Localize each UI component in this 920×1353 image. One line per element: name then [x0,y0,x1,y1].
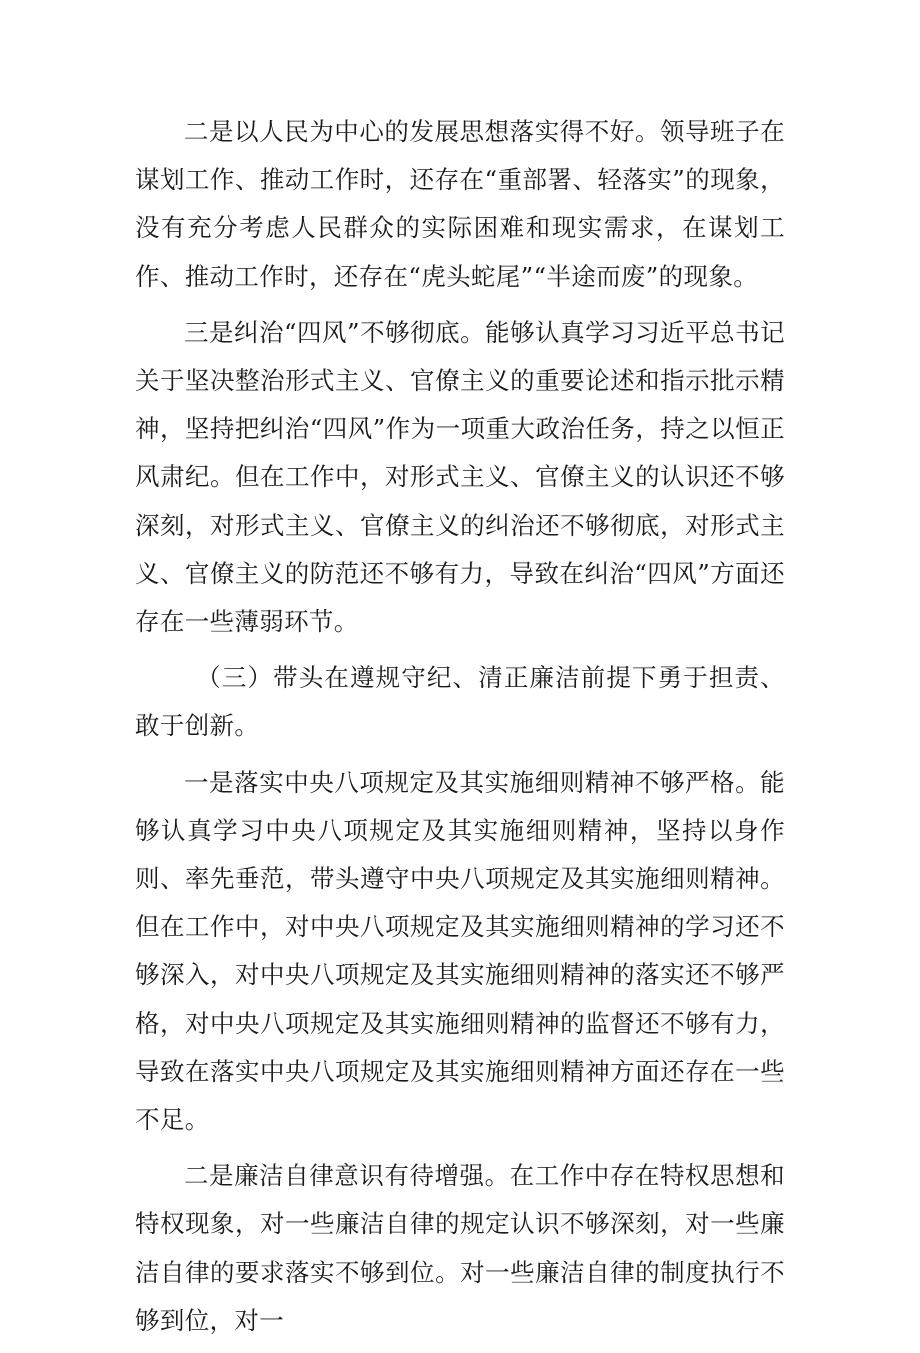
paragraph-self-discipline: 二是廉洁自律意识有待增强。在工作中存在特权思想和特权现象，对一些廉洁自律的规定认识不够深刻，对一些廉洁自律的要求落实不够到位。对一些廉洁自律的制度执行不够到位，对一 [135,1161,785,1335]
paragraph-four-styles: 三是纠治“四风”不够彻底。能够认真学习习近平总书记关于坚决整治形式主义、官僚主义的重要论述和指示批示精神，坚持把纠治“四风”作为一项重大政治任务，持之以恒正风肃纪。但在工作中，对形式主义、官僚主义的认识还不够深刻，对形式主义、官僚主义的纠治还不够彻底，对形式主义、官僚主义的防范还不够有力，导致在纠治“四风”方面还存在一些薄弱环节。 [135,317,785,637]
paragraph-eight-regulations: 一是落实中央八项规定及其实施细则精神不够严格。能够认真学习中央八项规定及其实施细则精神，坚持以身作则、率先垂范，带头遵守中央八项规定及其实施细则精神。但在工作中，对中央八项规定及其实施细则精神的学习还不够深入，对中央八项规定及其实施细则精神的落实还不够严格，对中央八项规定及其实施细则精神的监督还不够有力，导致在落实中央八项规定及其实施细则精神方面还存在一些不足。 [135,767,785,1135]
document-body [135,108,785,1353]
section-heading-three: （三）带头在遵规守纪、清正廉洁前提下勇于担责、敢于创新。 [135,663,785,741]
paragraph-people-centered: 二是以人民为中心的发展思想落实得不好。领导班子在谋划工作、推动工作时，还存在“重部署、轻落实”的现象，没有充分考虑人民群众的实际困难和现实需求，在谋划工作、推动工作时，还存在“虎头蛇尾”“半途而废”的现象。 [135,117,785,291]
